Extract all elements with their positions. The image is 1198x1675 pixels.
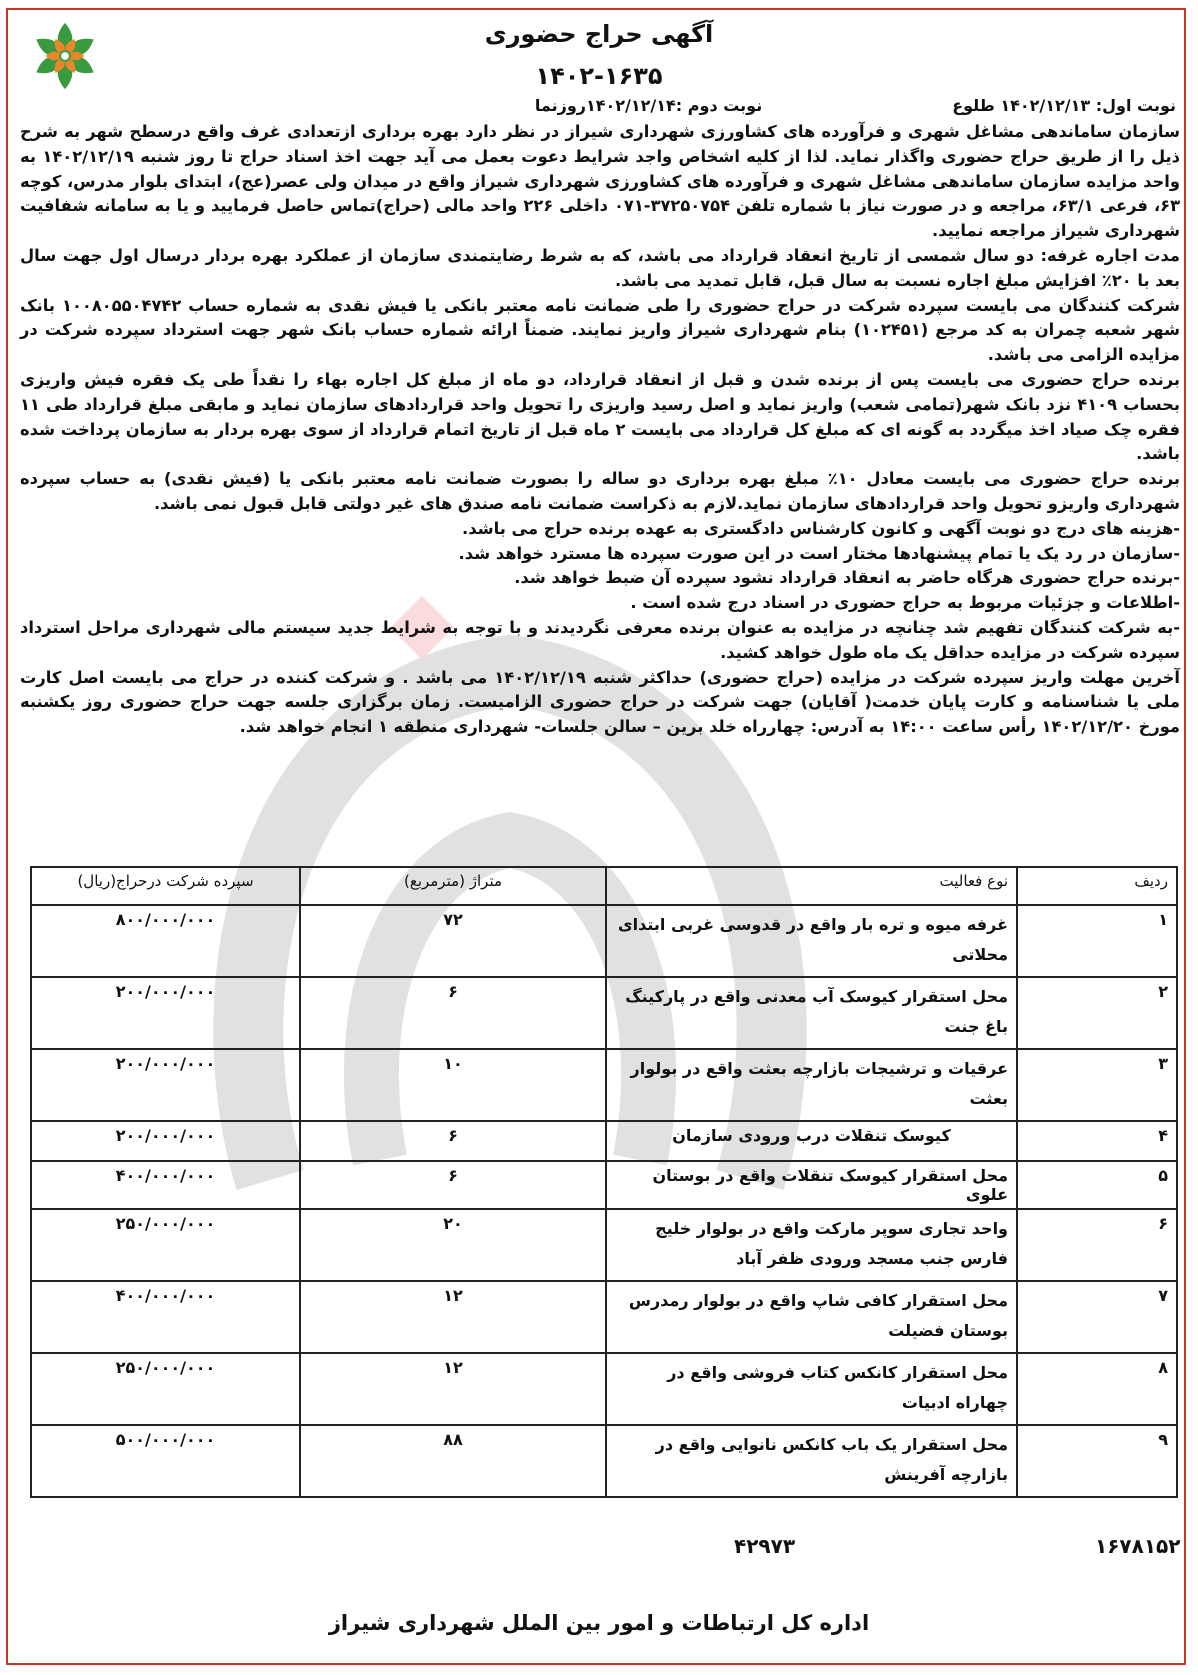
header-activity: نوع فعالیت <box>606 867 1017 905</box>
reference-code-left: ۴۲۹۷۳ <box>734 1534 796 1558</box>
row-number: ۵ <box>1017 1161 1177 1209</box>
row-number: ۸ <box>1017 1353 1177 1425</box>
paragraph-rejection: -سازمان در رد یک یا تمام پیشنهادها مختار است در این صورت سپرده ها مسترد خواهد شد. <box>458 543 1180 563</box>
table-row <box>31 1209 1177 1281</box>
row-number: ۴ <box>1017 1121 1177 1161</box>
paragraph-deadline: آخرین مهلت واریز سپرده شرکت در مزایده (حراج حضوری) حداکثر شنبه ۱۴۰۲/۱۲/۱۹ می باشد . و شرکت کننده در حراج می بایست اصل کارت ملی یا شناسنامه و کارت پایان خدمت( آقایان) جهت شرکت در حراج حضوری الزامیست. زمان برگزاری جلسه جهت حراج حضوری روز یکشنبه مورخ ۱۴۰۲/۱۲/۲۰ رأس ساعت ۱۴:۰۰ به آدرس: چهارراه خلد برین – سالن جلسات- شهرداری منطقه ۱ انجام خواهد شد. <box>20 667 1180 737</box>
row-number: ۳ <box>1017 1049 1177 1121</box>
header-deposit: سپرده شرکت درحراج(ریال) <box>31 867 300 905</box>
row-activity: محل استقرار یک باب کانکس نانوایی واقع در بازارچه آفرینش <box>606 1425 1017 1497</box>
row-number: ۹ <box>1017 1425 1177 1497</box>
reference-code-right: ۱۶۷۸۱۵۲ <box>1095 1534 1181 1558</box>
row-activity: محل استقرار کانکس کتاب فروشی واقع در چهاراه ادبیات <box>606 1353 1017 1425</box>
row-area: ۷۲ <box>300 905 606 977</box>
auction-items-table <box>30 866 1178 1498</box>
paragraph-deposit: شرکت کنندگان می بایست سپرده شرکت در حراج حضوری را طی ضمانت نامه معتبر بانکی یا فیش نقدی به شماره حساب ۱۰۰۸۰۵۵۰۴۷۴۲ بانک شهر شعبه چمران به کد مرجع (۱۰۲۴۵۱) بنام شهرداری شیراز واریز نمایند. ضمناً ارائه شماره حساب بانک شهر جهت استرداد سپرده شرکت در مزایده الزامی می باشد. <box>20 295 1180 365</box>
row-number: ۲ <box>1017 977 1177 1049</box>
header-row-number: ردیف <box>1017 867 1177 905</box>
row-activity: محل استقرار کافی شاپ واقع در بولوار رمدرس بوستان فضیلت <box>606 1281 1017 1353</box>
row-area: ۶ <box>300 977 606 1049</box>
publication-dates <box>24 96 1176 115</box>
table-row <box>31 905 1177 977</box>
row-area: ۱۲ <box>300 1353 606 1425</box>
row-number: ۷ <box>1017 1281 1177 1353</box>
row-deposit: ۵۰۰/۰۰۰/۰۰۰ <box>31 1425 300 1497</box>
row-deposit: ۲۵۰/۰۰۰/۰۰۰ <box>31 1209 300 1281</box>
row-area: ۸۸ <box>300 1425 606 1497</box>
row-area: ۱۲ <box>300 1281 606 1353</box>
row-area: ۶ <box>300 1121 606 1161</box>
table-row <box>31 1425 1177 1497</box>
issuing-department: اداره کل ارتباطات و امور بین الملل شهرداری شیراز <box>328 1611 870 1635</box>
paragraph-lease-term: مدت اجاره غرفه: دو سال شمسی از تاریخ انعقاد قرارداد می باشد، که به شرط رضایتمندی سازمان از عملکرد بهره بردار درسال اول جهت سال بعد با ۲۰٪ افزایش مبلغ اجاره نسبت به سال قبل، قابل تمدید می باشد. <box>20 245 1180 290</box>
first-turn-date: نوبت اول: ۱۴۰۲/۱۲/۱۳ طلوع <box>952 96 1176 115</box>
row-number: ۶ <box>1017 1209 1177 1281</box>
row-deposit: ۲۵۰/۰۰۰/۰۰۰ <box>31 1353 300 1425</box>
table-row <box>31 1049 1177 1121</box>
paragraph-intro: سازمان ساماندهی مشاغل شهری و فرآورده های کشاورزی شهرداری شیراز در نظر دارد بهره برداری ازتعدادی غرف واقع درسطح شهر به شرح ذیل را از طریق حراج حضوری واگذار نماید. لذا از کلیه اشخاص واجد شرایط دعوت بعمل می آید جهت اخذ اسناد حراج تا روز شنبه ۱۴۰۲/۱۲/۱۹ به واحد مزایده سازمان ساماندهی مشاغل شهری و فرآورده های کشاورزی شهرداری شیراز واقع در میدان ولی عصر(عج)، ابتدای بلوار مدرس، کوچه ۶۳، فرعی ۶۳/۱، مراجعه و در صورت نیاز با شماره تلفن ۳۷۲۵۰۷۵۴-۰۷۱ داخلی ۲۲۶ واحد مالی (حراج)تماس حاصل فرمایید و یا به سامانه شفافیت شهرداری شیراز مراجعه نمایید. <box>20 122 1181 241</box>
paragraph-guarantee: برنده حراج حضوری می بایست معادل ۱۰٪ مبلغ بهره برداری دو ساله را بصورت ضمانت نامه معتبر بانکی یا (فیش نقدی) به حساب سپرده شهرداری واریزو تحویل واحد قراردادهای سازمان نماید.لازم به ذکراست ضمانت نامه صندق های غیر دولتی قابل قبول نمی باشد. <box>20 469 1180 513</box>
header-area: متراژ (مترمربع) <box>300 867 606 905</box>
paragraph-details: -اطلاعات و جزئیات مربوط به حراج حضوری در اسناد درج شده است . <box>630 593 1180 613</box>
row-activity: عرقیات و ترشیجات بازارچه بعثت واقع در بولوار بعثت <box>606 1049 1017 1121</box>
paragraph-refund: -به شرکت کنندگان تفهیم شد چنانچه در مزایده به عنوان برنده معرفی نگردیدند و با توجه به شرایط جدید سیستم مالی شهرداری مراحل استرداد سپرده شرکت در مزایده حداقل یک ماه طول خواهد کشید. <box>20 617 1180 662</box>
row-deposit: ۸۰۰/۰۰۰/۰۰۰ <box>31 905 300 977</box>
row-activity: غرفه میوه و تره بار واقع در قدوسی غربی ابتدای محلاتی <box>606 905 1017 977</box>
row-activity: محل استقرار کیوسک تنقلات واقع در بوستان علوی <box>606 1161 1017 1209</box>
row-deposit: ۴۰۰/۰۰۰/۰۰۰ <box>31 1161 300 1209</box>
table-row <box>31 1161 1177 1209</box>
row-deposit: ۲۰۰/۰۰۰/۰۰۰ <box>31 1049 300 1121</box>
table-header-row <box>31 867 1177 905</box>
row-activity: کیوسک تنقلات درب ورودی سازمان <box>606 1121 1017 1161</box>
table-row <box>31 1281 1177 1353</box>
row-deposit: ۴۰۰/۰۰۰/۰۰۰ <box>31 1281 300 1353</box>
row-area: ۱۰ <box>300 1049 606 1121</box>
table-row <box>31 977 1177 1049</box>
paragraph-costs: -هزینه های درج دو نوبت آگهی و کانون کارشناس دادگستری به عهده برنده حراج می باشد. <box>462 518 1180 538</box>
table-row <box>31 1353 1177 1425</box>
second-turn-date: نوبت دوم :۱۴۰۲/۱۲/۱۴روزنما <box>534 96 763 115</box>
row-deposit: ۲۰۰/۰۰۰/۰۰۰ <box>31 1121 300 1161</box>
row-number: ۱ <box>1017 905 1177 977</box>
paragraph-forfeit: -برنده حراج حضوری هرگاه حاضر به انعقاد قرارداد نشود سپرده آن ضبط خواهد شد. <box>514 568 1180 588</box>
table-row <box>31 1121 1177 1161</box>
row-deposit: ۲۰۰/۰۰۰/۰۰۰ <box>31 977 300 1049</box>
notice-title: آگهی حراج حضوری <box>484 20 714 48</box>
row-area: ۲۰ <box>300 1209 606 1281</box>
notice-number: ۱۴۰۲-۱۶۳۵ <box>535 62 663 90</box>
paragraph-payment: برنده حراج حضوری می بایست پس از برنده شدن و قبل از انعقاد قرارداد، دو ماه از مبلغ کل اجاره بهاء را نقداً طی یک فقره فیش واریزی بحساب ۴۱۰۹ نزد بانک شهر(تمامی شعب) واریز نماید و اصل رسید واریزی را تحویل واحد قراردادهای سازمان نماید و مابقی مبلغ قرارداد طی ۱۱ فقره چک صیاد اخذ میگردد به گونه ای که مبلغ کل قرارداد می بایست ۲ ماه قبل از تاریخ اتمام قرارداد از سوی بهره بردار به سازمان پرداخت شده باشد. <box>20 369 1181 464</box>
row-area: ۶ <box>300 1161 606 1209</box>
row-activity: محل استقرار کیوسک آب معدنی واقع در پارکینگ باغ جنت <box>606 977 1017 1049</box>
row-activity: واحد تجاری سوپر مارکت واقع در بولوار خلیج فارس جنب مسجد ورودی ظفر آباد <box>606 1209 1017 1281</box>
notice-body <box>20 120 1180 740</box>
